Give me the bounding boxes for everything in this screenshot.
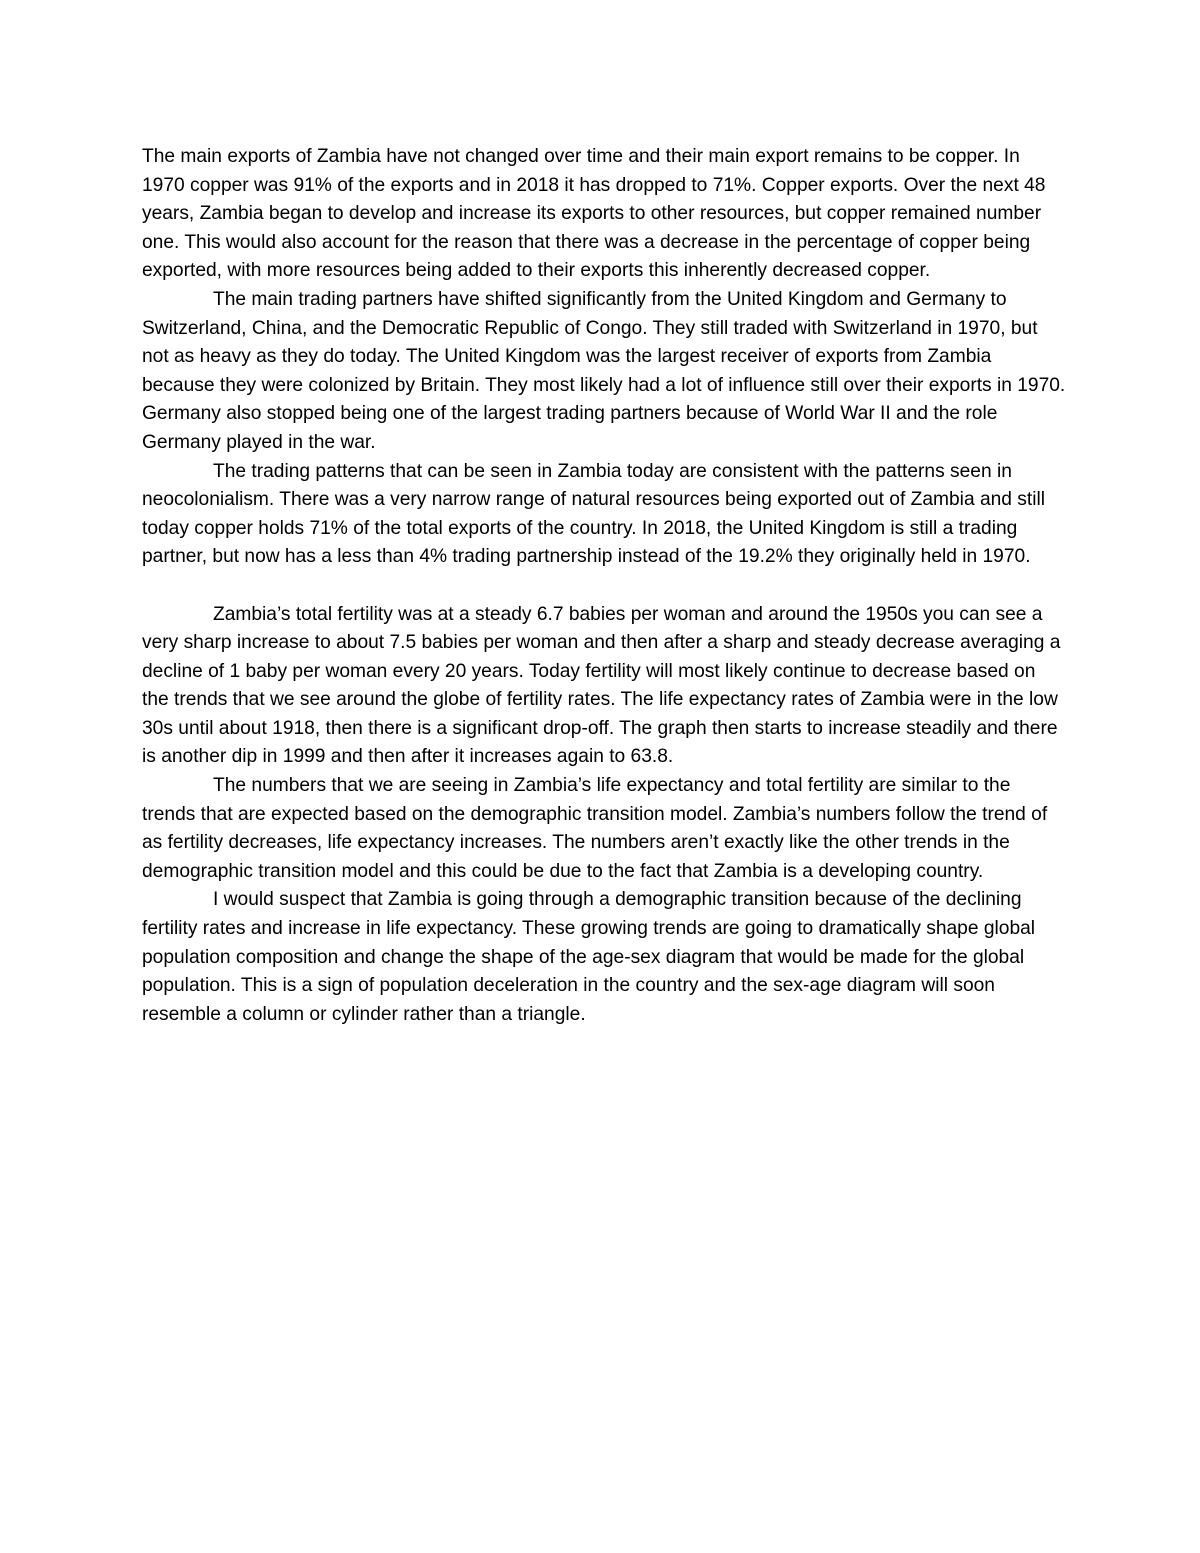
document-body (142, 143, 1067, 1029)
paragraph-trading-patterns: The trading patterns that can be seen in Zambia today are consistent with the patterns seen in neocolonialism. There was a very narrow range of natural resources being exported out of Zambia and still today copper holds 71% of the total exports of the country. In 2018, the United Kingdom is still a trading partner, but now has a less than 4% trading partnership instead of the 19.2% they originally held in 1970. (142, 460, 1046, 568)
paragraph-demographic-model: The numbers that we are seeing in Zambia’s life expectancy and total fertility are similar to the trends that are expected based on the demographic transition model. Zambia’s numbers follow the trend of as fertility decreases, life expectancy increases. The numbers aren’t exactly like the other trends in the demographic transition model and this could be due to the fact that Zambia is a developing country. (142, 775, 1048, 882)
paragraph-trading-partners: The main trading partners have shifted significantly from the United Kingdom and Germany to Switzerland, China, and the Democratic Republic of Congo. They still traded with Switzerland in 1970, but not as heavy as they do today. The United Kingdom was the largest receiver of exports from Zambia because they were colonized by Britain. They most likely had a lot of influence still over their exports in 1970. Germany also stopped being one of the largest trading partners because of World War II and the role Germany played in the war. (142, 288, 1066, 453)
paragraph-spacer (142, 572, 1067, 601)
paragraph-fertility: Zambia’s total fertility was at a steady 6.7 babies per woman and around the 1950s you can see a very sharp increase to about 7.5 babies per woman and then after a sharp and steady decrease averaging a decline of 1 baby per woman every 20 years. Today fertility will most likely continue to decrease based on the trends that we see around the globe of fertility rates. The life expectancy rates of Zambia were in the low 30s until about 1918, then there is a significant drop-off. The graph then starts to increase steadily and there is another dip in 1999 and then after it increases again to 63.8. (142, 603, 1061, 768)
paragraph-exports: The main exports of Zambia have not changed over time and their main export remains to be copper. In 1970 copper was 91% of the exports and in 2018 it has dropped to 71%. Copper exports. Over the next 48 years, Zambia began to develop and increase its exports to other resources, but copper remained number one. This would also account for the reason that there was a decrease in the percentage of copper being exported, with more resources being added to their exports this inherently decreased copper. (142, 146, 1046, 282)
paragraph-conclusion: I would suspect that Zambia is going through a demographic transition because of the declining fertility rates and increase in life expectancy. These growing trends are going to dramatically shape global population composition and change the shape of the age-sex diagram that would be made for the global population. This is a sign of population deceleration in the country and the sex-age diagram will soon resemble a column or cylinder rather than a triangle. (142, 889, 1036, 1025)
